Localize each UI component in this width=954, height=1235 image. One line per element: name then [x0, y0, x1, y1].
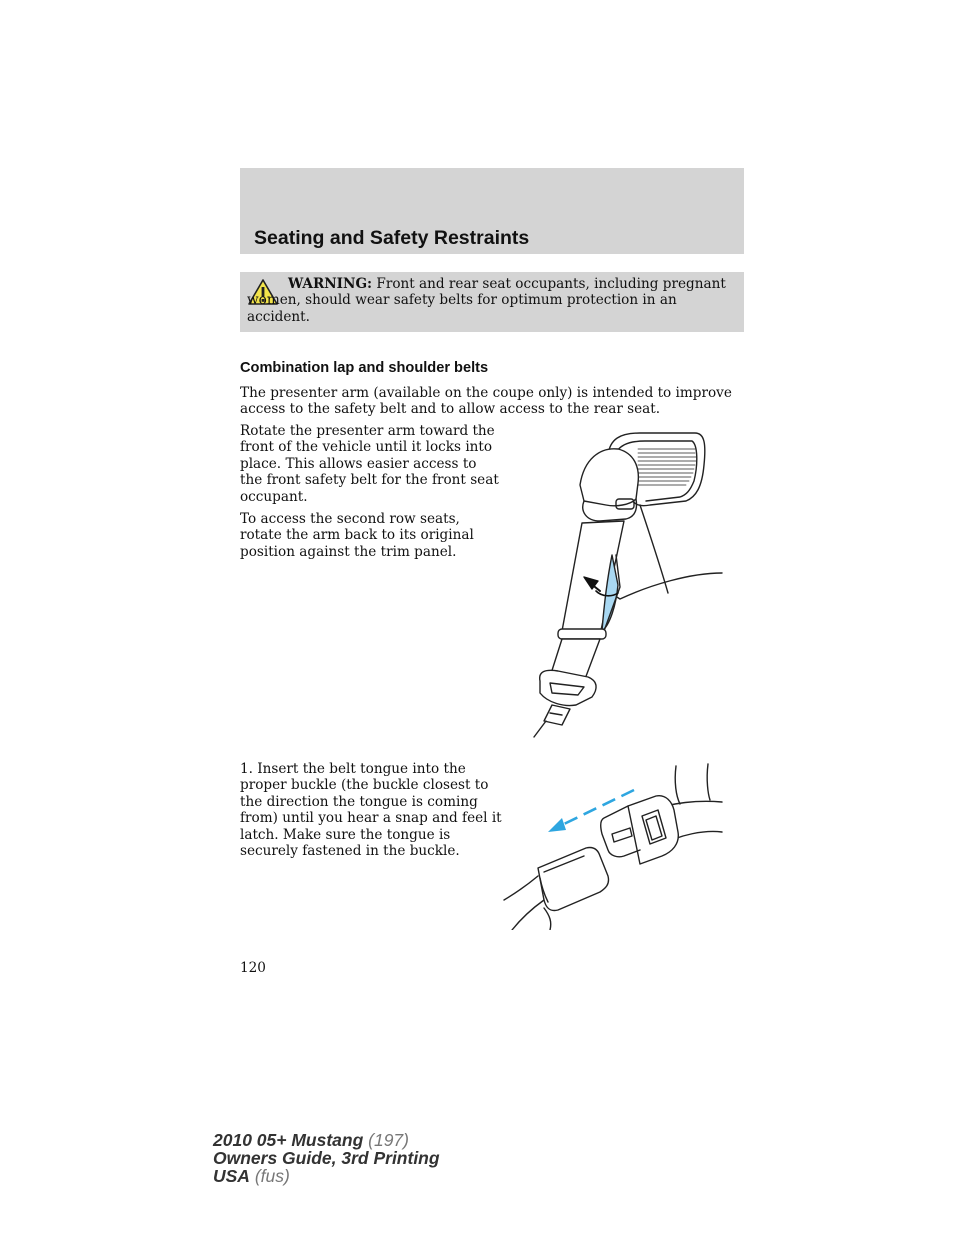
belt-buckle-illustration: [500, 760, 725, 930]
warning-box: [240, 272, 744, 332]
footer-line-2: Owners Guide, 3rd Printing: [213, 1148, 440, 1168]
document-footer: [213, 1131, 440, 1185]
paragraph-presenter-intro: The presenter arm (available on the coupe only) is intended to improve access to the safety belt and to allow access to the rear seat.: [240, 385, 732, 418]
footer-line-3: USA (fus): [213, 1166, 290, 1186]
section-title: Seating and Safety Restraints: [254, 227, 530, 249]
warning-body: Front and rear seat occupants, including pregnant women, should wear safety belts for optimum protection in an accident.: [247, 276, 726, 325]
footer-line-1: 2010 05+ Mustang (197): [213, 1130, 409, 1150]
section-heading: Combination lap and shoulder belts: [240, 360, 489, 376]
warning-text: [247, 276, 733, 325]
presenter-arm-illustration: [500, 425, 730, 741]
warning-label: WARNING:: [288, 276, 373, 292]
paragraph-insert-tongue: 1. Insert the belt tongue into the proper buckle (the buckle closest to the direction the tongue is coming from) until you hear a snap and feel it latch. Make sure the tongue is securely fastened in the buckle.: [240, 761, 502, 860]
paragraph-rotate-forward: Rotate the presenter arm toward the front of the vehicle until it locks into place. This allows easier access to the front safety belt for the front seat occupant.: [240, 423, 499, 505]
page-number: 120: [240, 960, 266, 976]
paragraph-rotate-back: To access the second row seats, rotate the arm back to its original position against the trim panel.: [240, 511, 474, 560]
section-header-band: [240, 168, 744, 254]
